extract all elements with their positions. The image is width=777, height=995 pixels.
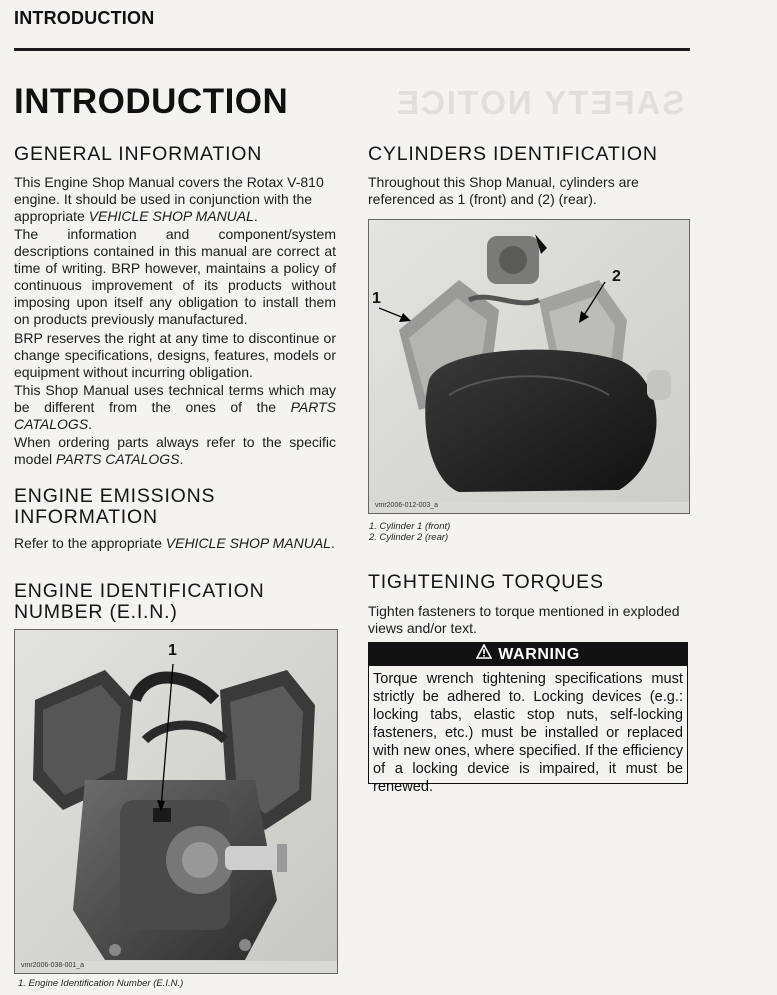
ein-caption: 1. Engine Identification Number (E.I.N.) — [18, 978, 184, 989]
cylinders-text: Throughout this Shop Manual, cylinders are referenced as 1 (front) and (2) (rear). — [368, 174, 639, 207]
cylinder-callout-1: 1 — [372, 290, 381, 307]
warning-box — [368, 642, 688, 795]
ein-callout-1: 1 — [168, 642, 177, 659]
bleed-through-heading: SAFETY NOTICE — [395, 84, 685, 121]
engine-emissions-text: Refer to the appropriate VEHICLE SHOP MANUAL. — [14, 535, 335, 551]
cylinders-photo-id: vmr2006-012-003_a — [375, 502, 439, 509]
general-information-heading: GENERAL INFORMATION — [14, 143, 263, 165]
tightening-torques-text: Tighten fasteners to torque mentioned in exploded views and/or text. — [368, 603, 680, 636]
cylinder-callout-2: 2 — [612, 268, 621, 285]
cylinders-caption-2: 2. Cylinder 2 (rear) — [369, 532, 449, 543]
engine-emissions-heading: ENGINE EMISSIONS INFORMATION — [14, 485, 216, 528]
cylinders-caption-1: 1. Cylinder 1 (front) — [369, 521, 451, 532]
warning-triangle-icon — [476, 643, 492, 666]
general-paragraph-3: BRP reserves the right at any time to discontinue or change specifications, designs, features, models or equipment without incurring obligation. — [14, 330, 336, 380]
general-paragraph-1: This Engine Shop Manual covers the Rotax V-810 engine. It should be used in conjunction with the appropriate VEHICLE SHOP MANUAL. — [14, 174, 324, 224]
cylinders-identification-heading: CYLINDERS IDENTIFICATION — [368, 143, 658, 165]
general-paragraph-2: The information and component/system descriptions contained in this manual are correct at time of writing. BRP however, maintains a policy of continuous improvement of its products without imposing upon itself any obligation to install them on products previously manufactured. — [14, 226, 336, 327]
ein-photo-id: vmr2006-038-001_a — [21, 962, 85, 969]
page-title: INTRODUCTION — [14, 82, 289, 121]
tightening-torques-heading: TIGHTENING TORQUES — [368, 571, 604, 593]
warning-text: Torque wrench tightening specifications must strictly be adhered to. Locking devices (e.g.: locking tabs, elastic stop nuts, self-locking fasteners, etc.) must be installed or replaced with new ones, where specified. If the efficiency of a locking device is impaired, it must be renewed. — [373, 671, 683, 795]
general-paragraph-5: When ordering parts always refer to the specific model PARTS CATALOGS. — [14, 434, 336, 467]
running-header: INTRODUCTION — [14, 8, 155, 28]
warning-header — [369, 643, 687, 666]
engine-identification-photo — [14, 629, 338, 974]
warning-title: WARNING — [498, 646, 580, 663]
general-paragraph-4: This Shop Manual uses technical terms which may be different from the ones of the PARTS CATALOGS. — [14, 382, 337, 432]
cylinders-photo — [368, 219, 690, 514]
header-rule — [14, 48, 690, 51]
ein-heading: ENGINE IDENTIFICATION NUMBER (E.I.N.) — [14, 580, 265, 623]
